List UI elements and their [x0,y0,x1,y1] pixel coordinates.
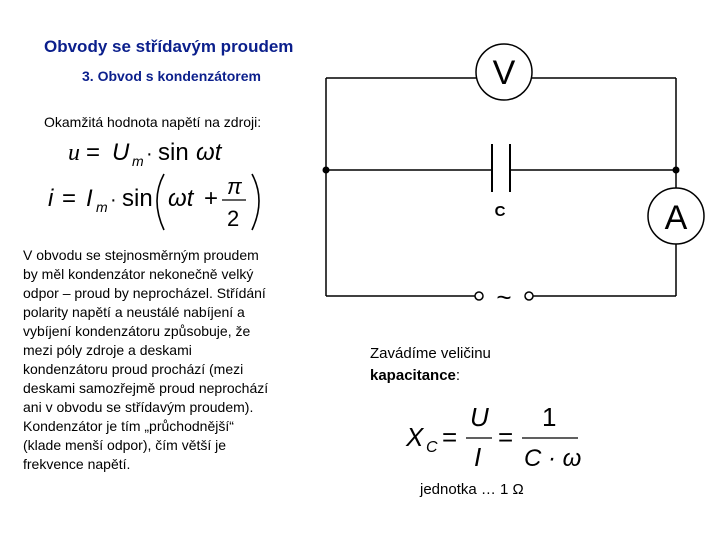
ac-source-symbol: ~ [496,282,512,312]
current-plus: + [204,185,219,212]
intro-text: Okamžitá hodnota napětí na zdroji: [44,114,262,130]
source-terminal [475,292,483,300]
voltage-func: sin [158,139,189,166]
current-arg: ωt [168,185,194,212]
voltage-amplitude: U [112,139,130,166]
body-paragraph: V obvodu se stejnosměrným proudem by měl kondenzátor nekonečně velký odpor – proud by neprocházel. Střídání polarity napětí a neustálé nabíjení a vybíjení kondenzátoru způsobuje, že mezi póly zdroje a deskami kondenzátoru proud prochází (mezi deskami samozřejmě proud neprochází ani v obvodu se střídavým proudem). Kondenzátor je tím „průchodnější“ (klade menší odpor), čím větší je frekvence napětí. [23,247,269,472]
capacitance-intro-line1: Zavádíme veličinu [370,345,491,362]
voltage-lhs: u [68,140,80,166]
fraction-numerator: π [227,174,242,199]
fraction-denominator: 2 [227,206,240,231]
right-paren [252,174,259,230]
reactance-lhs-sub: C [426,439,438,456]
voltmeter-label: V [492,54,516,92]
current-amplitude-sub: m [96,199,108,215]
capacitor-label: C [494,203,506,220]
current-equation [40,168,290,238]
reactance-equation [400,400,590,474]
voltage-arg: ωt [196,139,222,166]
ammeter-label: A [664,199,688,237]
current-lhs: i [48,185,54,212]
reactance-den-2: C · ω [524,445,582,472]
reactance-equals-2: = [498,422,514,452]
capacitance-colon: : [455,367,461,384]
capacitance-intro [370,343,491,387]
source-terminal [525,292,533,300]
capacitance-intro-line2 [370,365,491,387]
slide-title: Obvody se střídavým proudem [44,37,294,56]
left-paren [157,174,164,230]
current-equals: = [62,185,77,212]
current-dot: · [110,189,117,211]
reactance-num-2: 1 [542,402,557,432]
voltage-equation [60,132,280,172]
capacitance-term: kapacitance [370,367,456,384]
slide-subtitle: 3. Obvod s kondenzátorem [82,68,261,84]
voltage-dot: · [146,143,153,165]
unit-text: jednotka … 1 Ω [420,481,524,498]
reactance-num-1: U [470,402,489,432]
voltage-amplitude-sub: m [132,153,144,169]
current-func: sin [122,185,153,212]
current-amplitude: I [86,185,93,212]
reactance-lhs: X [406,422,424,452]
circuit-diagram [300,30,720,320]
reactance-den-1: I [474,442,482,472]
voltage-equals: = [86,139,101,166]
reactance-equals-1: = [442,422,458,452]
